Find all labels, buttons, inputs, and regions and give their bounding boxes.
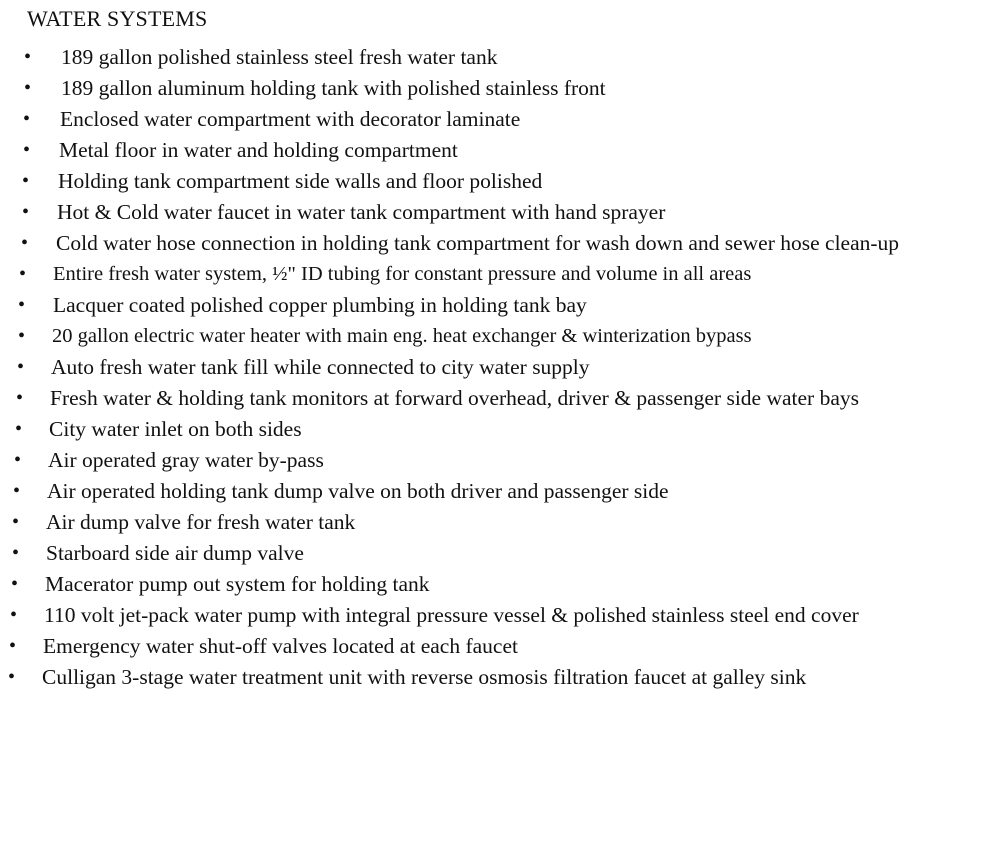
list-item [0,325,1000,347]
bullet-icon: • [17,356,25,378]
bullet-icon: • [18,325,26,347]
list-item-text: Auto fresh water tank fill while connected to city water supply [51,355,590,379]
bullet-icon: • [12,511,20,533]
section-title: WATER SYSTEMS [27,6,208,31]
feature-list [0,36,1000,688]
list-item-text: Culligan 3-stage water treatment unit with reverse osmosis filtration faucet at galley sink [42,665,807,689]
list-item-text: Starboard side air dump valve [46,541,304,565]
bullet-icon: • [18,294,26,316]
bullet-icon: • [23,139,31,161]
list-item [0,108,1000,130]
bullet-icon: • [13,480,21,502]
bullet-icon: • [19,263,27,285]
list-item-text: Air dump valve for fresh water tank [46,510,356,534]
list-item-text: Cold water hose connection in holding tank compartment for wash down and sewer hose clean-up [56,231,900,255]
list-item [0,232,1000,254]
list-item-text: Metal floor in water and holding compartment [59,138,458,162]
list-item-text: Air operated holding tank dump valve on both driver and passenger side [47,479,669,503]
bullet-icon: • [12,542,20,564]
bullet-icon: • [24,77,32,99]
list-item-text: Enclosed water compartment with decorator laminate [60,107,521,131]
list-item [0,480,1000,502]
list-item [0,46,1000,68]
list-item [0,604,1000,626]
list-item [0,635,1000,657]
bullet-icon: • [23,108,31,130]
bullet-icon: • [11,573,19,595]
list-item [0,542,1000,564]
list-item [0,77,1000,99]
bullet-icon: • [15,418,23,440]
list-item-text: Fresh water & holding tank monitors at forward overhead, driver & passenger side water bays [50,386,860,410]
bullet-icon: • [22,170,30,192]
list-item [0,418,1000,440]
list-item-text: 20 gallon electric water heater with main eng. heat exchanger & winterization bypass [52,325,752,347]
list-item-text: Air operated gray water by-pass [48,448,324,472]
list-item-text: Entire fresh water system, ½" ID tubing for constant pressure and volume in all areas [53,263,752,285]
list-item [0,449,1000,471]
list-item [0,294,1000,316]
list-item-text: 110 volt jet-pack water pump with integral pressure vessel & polished stainless steel end cover [44,603,859,627]
bullet-icon: • [9,635,17,657]
bullet-icon: • [16,387,24,409]
list-item-text: 189 gallon aluminum holding tank with polished stainless front [61,76,606,100]
bullet-icon: • [21,232,29,254]
list-item-text: Macerator pump out system for holding tank [45,572,430,596]
list-item-text: Hot & Cold water faucet in water tank compartment with hand sprayer [57,200,666,224]
list-item [0,573,1000,595]
list-item-text: 189 gallon polished stainless steel fresh water tank [61,45,498,69]
list-item [0,387,1000,409]
bullet-icon: • [10,604,18,626]
list-item [0,356,1000,378]
bullet-icon: • [22,201,30,223]
list-item [0,263,1000,285]
list-item-text: Emergency water shut-off valves located at each faucet [43,634,518,658]
list-item-text: Lacquer coated polished copper plumbing in holding tank bay [53,293,587,317]
list-item-text: City water inlet on both sides [49,417,302,441]
list-item [0,201,1000,223]
list-item [0,511,1000,533]
bullet-icon: • [24,46,32,68]
list-item [0,666,1000,688]
list-item [0,170,1000,192]
bullet-icon: • [14,449,22,471]
bullet-icon: • [8,666,16,688]
list-item [0,139,1000,161]
list-item-text: Holding tank compartment side walls and floor polished [58,169,543,193]
